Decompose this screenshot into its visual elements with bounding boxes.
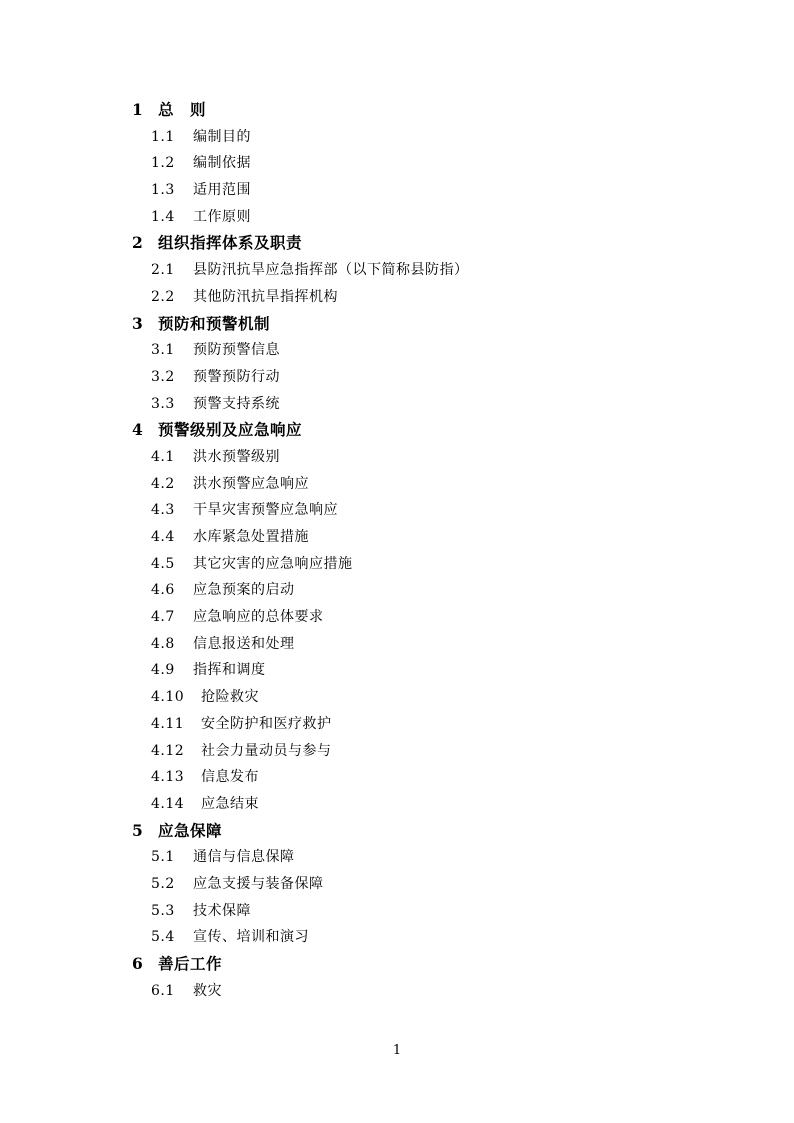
toc-entry-title: 总 则 xyxy=(158,100,207,119)
toc-entry-title: 工作原则 xyxy=(193,208,251,225)
toc-entry-number: 1.3 xyxy=(151,182,175,199)
toc-section[interactable] xyxy=(0,871,794,898)
toc-entry-title: 技术保障 xyxy=(193,902,251,919)
toc-section[interactable] xyxy=(0,471,794,498)
toc-section[interactable] xyxy=(0,524,794,551)
toc-entry-number: 4.3 xyxy=(151,502,175,519)
toc-section[interactable] xyxy=(0,738,794,765)
toc-section[interactable] xyxy=(0,924,794,951)
toc-entry-title: 组织指挥体系及职责 xyxy=(158,233,303,253)
toc-entry-title: 预警预防行动 xyxy=(193,368,280,385)
page-number: 1 xyxy=(392,1043,402,1058)
toc-entry-title: 应急结束 xyxy=(201,795,259,812)
toc-entry-title: 编制依据 xyxy=(193,155,251,172)
toc-entry-title: 应急响应的总体要求 xyxy=(193,609,324,626)
toc-entry-number: 6 xyxy=(132,954,143,973)
toc-section[interactable] xyxy=(0,204,794,231)
toc-entry-title: 信息发布 xyxy=(201,769,259,786)
toc-entry-title: 救灾 xyxy=(193,982,222,999)
toc-section[interactable] xyxy=(0,604,794,631)
toc-entry-number: 4.14 xyxy=(151,795,185,812)
toc-entry-title: 洪水预警级别 xyxy=(193,448,280,465)
toc-section[interactable] xyxy=(0,764,794,791)
toc-section[interactable] xyxy=(0,844,794,871)
toc-section[interactable] xyxy=(0,150,794,177)
toc-entry-number: 4.11 xyxy=(151,715,185,732)
toc-entry-title: 社会力量动员与参与 xyxy=(201,742,332,759)
toc-entry-number: 4.5 xyxy=(151,555,175,572)
toc-entry-title: 预防和预警机制 xyxy=(158,313,271,333)
toc-section[interactable] xyxy=(0,978,794,1005)
toc-entry-title: 其他防汛抗旱指挥机构 xyxy=(193,288,338,305)
toc-entry-number: 5.3 xyxy=(151,902,175,919)
toc-entry-number: 4 xyxy=(132,420,143,440)
toc-entry-title: 宣传、培训和演习 xyxy=(193,929,309,946)
toc-section[interactable] xyxy=(0,631,794,658)
toc-entry-title: 应急支援与装备保障 xyxy=(193,875,324,892)
toc-entry-number: 4.2 xyxy=(151,475,175,492)
toc-entry-number: 1.4 xyxy=(151,208,175,225)
toc-entry-title: 预警支持系统 xyxy=(193,395,280,412)
toc-entry-number: 4.1 xyxy=(151,448,175,465)
toc-entry-number: 2.2 xyxy=(151,288,175,305)
toc-entry-number: 2.1 xyxy=(151,262,175,279)
toc-chapter[interactable] xyxy=(0,951,794,978)
toc-entry-title: 通信与信息保障 xyxy=(193,849,295,866)
toc-entry-title: 其它灾害的应急响应措施 xyxy=(193,555,353,572)
toc-entry-title: 县防汛抗旱应急指挥部（以下简称县防指） xyxy=(193,262,469,279)
toc-entry-number: 4.4 xyxy=(151,529,175,545)
toc-section[interactable] xyxy=(0,391,794,418)
toc-section[interactable] xyxy=(0,898,794,925)
toc-section[interactable] xyxy=(0,791,794,818)
toc-entry-number: 5 xyxy=(132,820,143,840)
toc-entry-title: 编制目的 xyxy=(193,128,251,145)
toc-entry-number: 4.7 xyxy=(151,609,175,626)
toc-chapter[interactable] xyxy=(0,417,794,444)
toc-entry-title: 指挥和调度 xyxy=(193,662,266,679)
toc-entry-number: 2 xyxy=(132,233,143,253)
toc-entry-number: 3.3 xyxy=(151,395,175,412)
toc-section[interactable] xyxy=(0,657,794,684)
toc-entry-title: 水库紧急处置措施 xyxy=(193,529,309,545)
toc-entry-number: 4.8 xyxy=(151,635,175,652)
toc-entry-number: 4.9 xyxy=(151,662,175,679)
toc-section[interactable] xyxy=(0,257,794,284)
toc-entry-number: 1.2 xyxy=(151,155,175,172)
toc-entry-title: 干旱灾害预警应急响应 xyxy=(193,502,338,519)
toc-section[interactable] xyxy=(0,684,794,711)
toc-entry-title: 安全防护和医疗救护 xyxy=(201,715,332,732)
toc-section[interactable] xyxy=(0,551,794,578)
toc-section[interactable] xyxy=(0,177,794,204)
toc-entry-title: 善后工作 xyxy=(158,954,223,973)
toc-section[interactable] xyxy=(0,124,794,151)
toc-entry-title: 应急保障 xyxy=(158,820,223,840)
toc-entry-number: 3 xyxy=(132,313,143,333)
toc-entry-number: 5.1 xyxy=(151,849,175,866)
toc-section[interactable] xyxy=(0,337,794,364)
table-of-contents xyxy=(0,97,794,1004)
toc-section[interactable] xyxy=(0,711,794,738)
toc-entry-title: 信息报送和处理 xyxy=(193,635,295,652)
toc-entry-number: 4.12 xyxy=(151,742,185,759)
toc-entry-number: 3.1 xyxy=(151,342,175,359)
toc-chapter[interactable] xyxy=(0,818,794,845)
toc-section[interactable] xyxy=(0,497,794,524)
toc-entry-title: 洪水预警应急响应 xyxy=(193,475,309,492)
toc-section[interactable] xyxy=(0,577,794,604)
toc-entry-number: 4.10 xyxy=(151,689,185,706)
toc-entry-number: 1.1 xyxy=(151,128,175,145)
toc-entry-number: 1 xyxy=(132,100,143,119)
toc-section[interactable] xyxy=(0,444,794,471)
toc-entry-number: 5.2 xyxy=(151,875,175,892)
toc-entry-title: 预防预警信息 xyxy=(193,342,280,359)
toc-entry-number: 4.13 xyxy=(151,769,185,786)
toc-entry-number: 6.1 xyxy=(151,982,175,999)
toc-entry-number: 5.4 xyxy=(151,929,175,946)
toc-entry-number: 4.6 xyxy=(151,582,175,599)
toc-chapter[interactable] xyxy=(0,97,794,124)
toc-entry-title: 预警级别及应急响应 xyxy=(158,420,303,440)
toc-section[interactable] xyxy=(0,284,794,311)
toc-chapter[interactable] xyxy=(0,230,794,257)
toc-entry-title: 应急预案的启动 xyxy=(193,582,295,599)
toc-entry-title: 抢险救灾 xyxy=(201,689,259,706)
toc-entry-number: 3.2 xyxy=(151,368,175,385)
toc-entry-title: 适用范围 xyxy=(193,182,251,199)
toc-chapter[interactable] xyxy=(0,311,794,338)
toc-section[interactable] xyxy=(0,364,794,391)
